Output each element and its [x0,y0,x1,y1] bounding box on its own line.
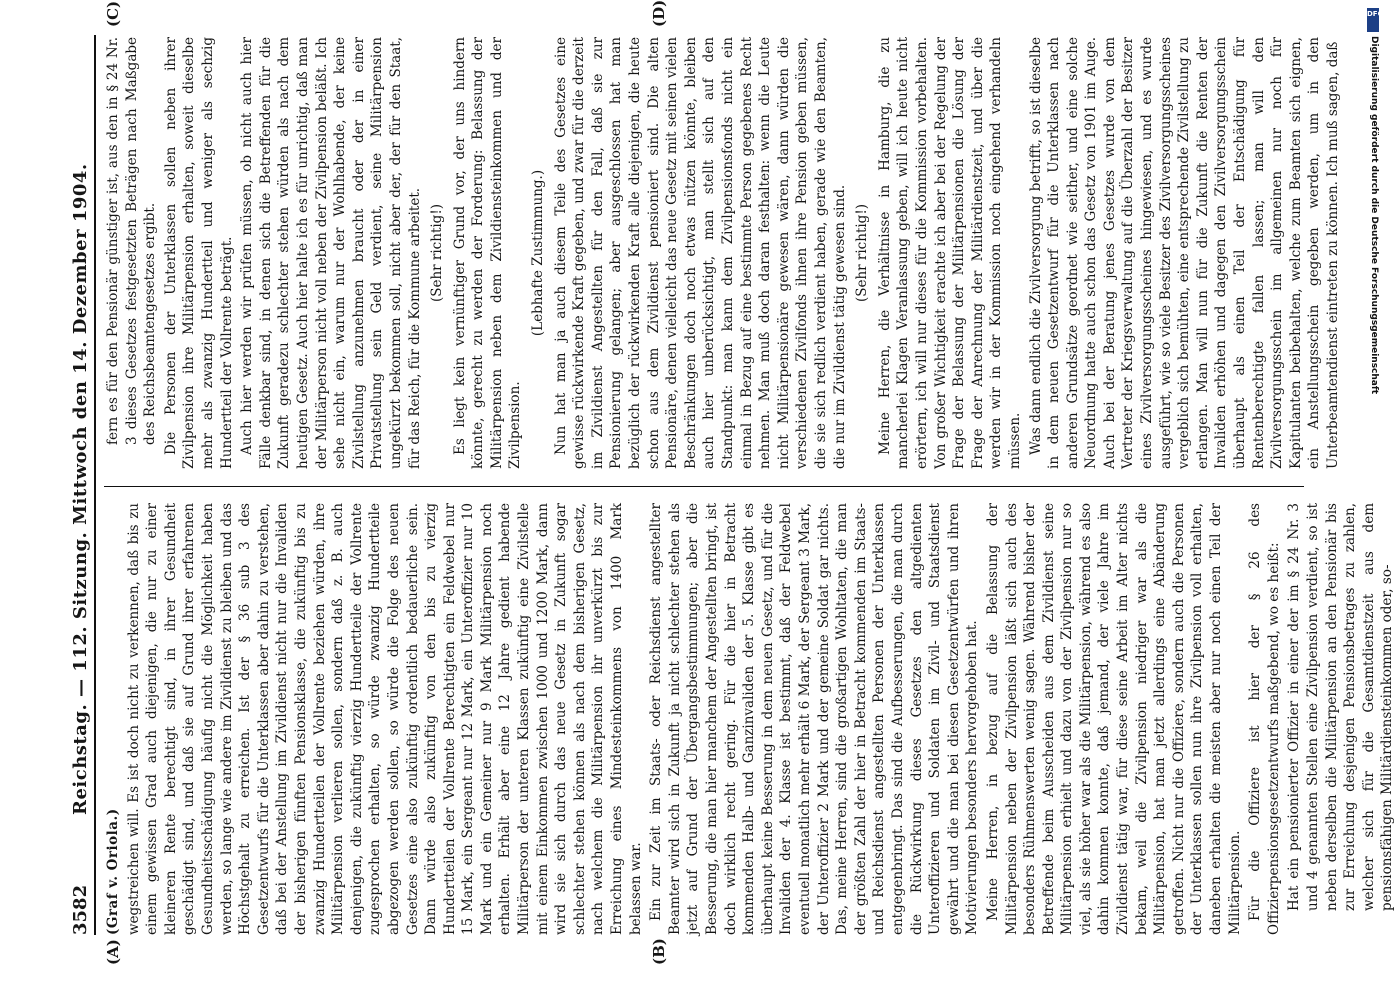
header-rule [94,35,96,935]
audience-reaction: (Sehr richtig!) [429,203,446,303]
audience-reaction: (Sehr richtig!) [854,203,871,303]
paragraph: Meine Herren, die Verhältnisse in Hamburg, die zu mancherlei Klagen Veranlassung geben, will ich heute nicht erörtern, ich will nur dieses für die Kommission vorbehalten. Von großer Wichtigkeit erachte ich aber bei der Regelung der Frage der Belassung der Militärpensionen die Lösung der Frage der Anrechnung der Militärdienstzeit, und über die werden wir in der Kommission noch eingehend verhandeln müssen. [876,37,1023,469]
paragraph: Für die Offiziere ist hier der § 26 des Offizierpensionsgesetzentwurfs maßgebend, wo es heißt: [1247,503,1282,935]
paragraph: Auch hier werden wir prüfen müssen, ob nicht auch hier Fälle denkbar sind, in denen sich die Betreffenden für die Zukunft geradezu schlechter stehen würden als nach dem heutigen Gesetz. Auch hier halte ich es für unrichtig, daß man der Militärperson nicht voll neben der Zivilpension beläßt. Ich sehe nicht ein, warum nur der Wohlhabende, der keine Zivilstellung anzunehmen braucht oder der in einer Privatstellung sein Geld verdient, seine Militärpension ungekürzt bekommen soll, nicht aber der, der für den Staat, für das Reich, für die Kommune arbeitet. [239,37,423,469]
left-column [104,503,1399,935]
column-divider [104,486,1304,487]
paragraph: Es liegt kein vernünftiger Grund vor, der uns hindern könnte, gerecht zu werden der Forderung: Belassung der Militärpension neben dem Zivildiensteinkommen und der Zivilpension. [451,37,524,469]
digitization-credit [1367,4,1379,644]
paragraph: Nun hat man ja auch diesem Teile des Gesetzes eine gewisse rückwirkende Kraft gegeben, und zwar für die derzeit im Zivildienst Angestellten für den Fall, daß sie zur Pensionierung gelangen; aber ausgeschlossen hat man bezüglich der rückwirkenden Kraft alle diejenigen, die heute schon aus dem Zivildienst pensioniert sind. Die alten Pensionäre, denen vielleicht das neue Gesetz mit seinen vielen Beschränkungen doch noch etwas nützen könnte, bleiben auch hier unberücksichtigt, man stellt sich auf den Standpunkt: man kann dem Zivilpensionsfonds nicht ein einmal in Bezug auf eine bestimmte Person gegebenes Recht nehmen. Man muß doch daran festhalten: wenn die Leute nicht Militärpensionäre gewesen wären, dann würden die verschiedenen Zivilfonds ihnen ihre Pension geben müssen, die sie sich redlich verdient haben, gerade wie den Beamten, die nur im Zivildienst tätig gewesen sind. [552,37,848,469]
paragraph: Was dann endlich die Zivilversorgung betrifft, so ist dieselbe in dem neuen Gesetzentwurf für die Unterklassen nach anderen Grundsätze geordnet wie seither, und eine solche Neuordnung hatte auch schon das Gesetz von 1901 im Auge. Auch bei der Beratung jenes Gesetzes wurde von dem Vertreter der Kriegsverwaltung auf die Überzahl der Besitzer eines Zivilversorgungsscheines hingewiesen, und es wurde ausgeführt, wie so viele Besitzer des Zivilversorgungsscheines vergeblich sich bemühten, eine entsprechende Zivilstellung zu erlangen. Man will nun für die Zukunft die Renten der Invaliden erhöhen und dagegen den Zivilversorgungsschein überhaupt als einen Teil der Entschädigung für Rentenberechtigte fallen lassen; man will den Zivilversorgungsschein im allgemeinen nur noch für Kapitulanten beibehalten, welche zum Beamten sich eignen, ein Anstellungsschein gegeben werden, um in den Unterbeamtendienst eintreten zu können. Ich muß sagen, daß [1027,37,1341,469]
credit-text: Digitalisierung gefördert durch die Deutsche Forschungsgemeinschaft [1369,36,1379,395]
page-number: 3582 [70,884,91,935]
paragraph: Ein zur Zeit im Staats- oder Reichsdienst angestellter Beamter wird sich in Zukunft ja nicht schlechter stehen als jetzt auf Grund der Übergangsbestimmungen; aber die Besserung, die man hier manchem der Angestellten bringt, ist doch wirklich recht gering. Für die hier in Betracht kommenden Halb- und Ganzinvaliden der 5. Klasse gibt es überhaupt keine Besserung in dem neuen Gesetz, und für die Invaliden der 4. Klasse ist bestimmt, daß der Feldwebel eventuell monatlich mehr erhält 6 Mark, der Sergeant 3 Mark, der Unteroffizier 2 Mark und der gemeine Soldat gar nichts. Das, meine Herren, sind die großartigen Wohltaten, die man der größten Zahl der hier in Betracht kommenden im Staats- und Reichsdienst angestellten Personen der Unterklassen entgegenbringt. Das sind die Aufbesserungen, die man durch die Rückwirkung dieses Gesetzes den altgedienten Unteroffizieren und Soldaten im Zivil- und Staatsdienst gewährt und die man bei diesen Gesetzentwürfen und ihren Motivierungen besonders hervorgehoben hat. [648,503,981,935]
margin-letter-a: (A) [104,939,122,965]
paragraph: wegstreichen will. Es ist doch nicht zu verkennen, daß bis zu einem gewissen Grad auch diejenigen, die nur zu einer kleineren Rente berechtigt sind, in ihrer Gesundheit geschädigt sind, und daß sie auf Grund ihrer erfahrenen Gesundheitsschädigung häufig nicht die Möglichkeit haben werden, so lange wie andere im Zivildienst zu bleiben und das Höchstgehalt zu erreichen. Ist der § 36 sub 3 des Gesetzentwurfs für die Unterklassen aber dahin zu verstehen, daß bei der Anstellung im Zivildienst nicht nur die Invaliden der bisherigen fünften Pensionsklasse, die zukünftig bis zu zwanzig Hundertteilen der Vollrente beziehen würden, ihre Militärpension verlieren sollen, sondern daß z. B. auch denjenigen, die zukünftig vierzig Hundertteile der Vollrente zugesprochen erhalten, so würde zwanzig Hundertteile abgezogen werden sollen, so würde die Folge des neuen Gesetzes eine also zukünftig ordentlich bedauerliche sein. Dann würde also zukünftig von den bis zu vierzig Hundertteilen der Vollrente Berechtigten ein Feldwebel nur 15 Mark, ein Sergeant nur 12 Mark, ein Unteroffizier nur 10 Mark und ein Gemeiner nur 9 Mark Militärpension noch erhalten. Erhält aber eine 12 Jahre gedient habende Militärperson der unteren Klassen zukünftig eine Zivilstelle mit einem Einkommen zwischen 1000 und 1200 Mark, dann wird sie sich durch das neue Gesetz in Zukunft sogar schlechter stehen können als nach dem bisherigen Gesetz, nach welchem die Militärpension ihr unverkürzt bis zur Erreichung eines Mindesteinkommens von 1400 Mark belassen war. [125,503,644,935]
margin-letter-c: (C) [104,0,122,27]
right-column [104,37,1345,469]
page-header [70,35,96,935]
speaker-label: (Graf v. Oriola.) [105,808,121,935]
margin-letter-d: (D) [650,0,668,27]
running-title: Reichstag. — 112. Sitzung. Mittwoch den 14. Dezember 1904. [70,163,91,815]
paragraph: Meine Herren, in bezug auf die Belassung der Militärpension neben der Zivilpension läßt sich auch des besonders Rühmenswerten wenig sagen. Während bisher der Betreffende beim Ausscheiden aus dem Zivildienst seine Militärpension erhielt und dazu von der Zivilpension nur so viel, als sie höher war als die Militärpension, während es also dahin kommen konnte, daß jemand, der viele Jahre im Zivildienst tätig war, für diese seine Arbeit im Alter nichts bekam, weil die Zivilpension niedriger war als die Militärpension, hat man jetzt allerdings eine Abänderung getroffen. Nicht nur die Offiziere, sondern auch die Personen der Unterklassen sollen nun ihre Zivilpension voll erhalten, daneben erhalten die meisten aber nur noch einen Teil der Militärpension. [984,503,1243,935]
quoted-text: fern es für den Pensionär günstiger ist, aus den in § 24 Nr. 3 dieses Gesetzes festgesetzten Beträgen nach Maßgabe des Reichsbeamtengesetzes ergibt. [105,37,159,445]
audience-reaction: (Lebhafte Zustimmung.) [530,169,547,337]
quoted-text: Hat ein pensionierter Offizier in einer der im § 24 Nr. 3 und 4 genannten Stellen eine Zivilpension verdient, so ist neben derselben die Militärpension an den Pensionär bis zur Erreichung desjenigen Pensionsbetrages zu zahlen, welcher sich für die Gesamtdienstzeit aus dem pensionsfähigen Militärdiensteinkommen oder, so- [1286,503,1396,911]
paragraph: Die Personen der Unterklassen sollen neben ihrer Zivilpension ihre Militärpension erhalten, soweit dieselbe mehr als zwanzig Hundertteil und weniger als sechzig Hundertteil der Vollrente beträgt. [162,37,235,469]
dfg-logo: DFG [1367,8,1379,32]
margin-letter-b: (B) [650,938,668,965]
